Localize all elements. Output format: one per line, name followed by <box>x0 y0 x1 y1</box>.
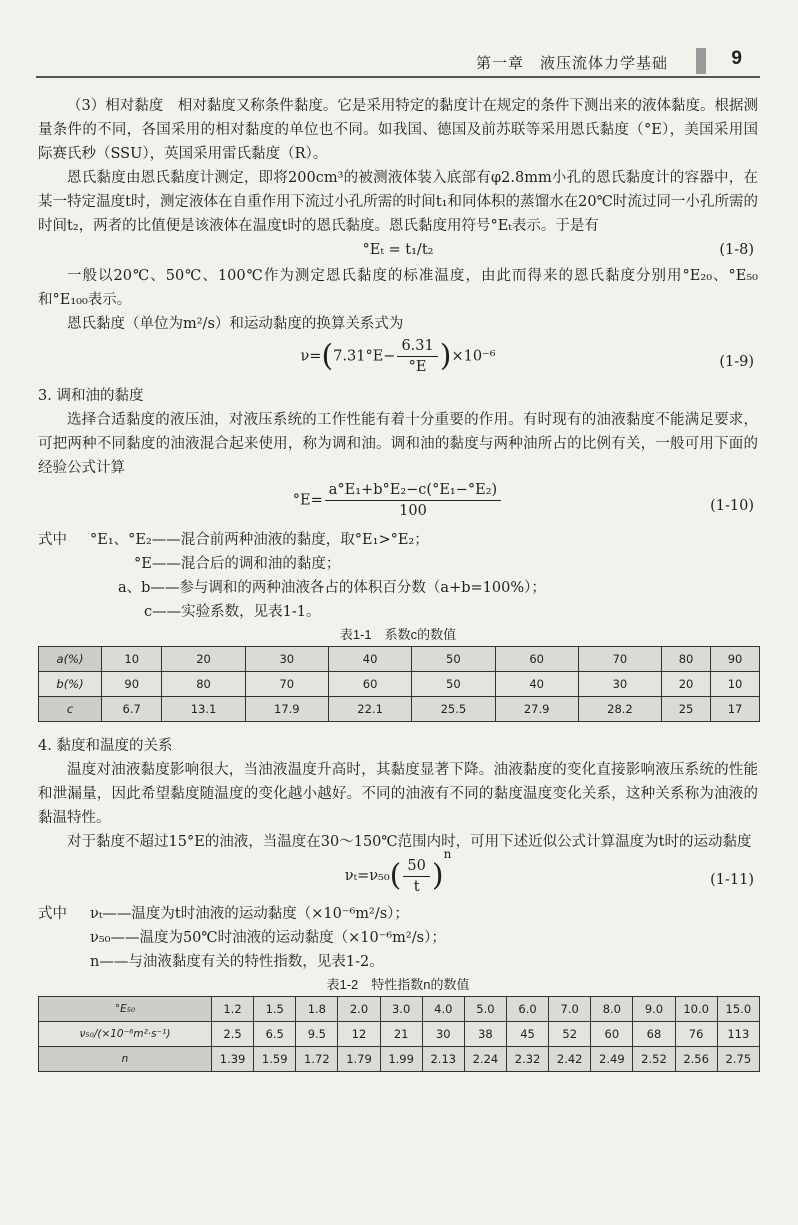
table-cell: 12 <box>338 1022 380 1047</box>
equation-1-10 <box>38 480 758 528</box>
table-cell: 2.5 <box>212 1022 254 1047</box>
table-cell: 6.5 <box>254 1022 296 1047</box>
table-cell: 60 <box>328 672 411 697</box>
table-cell: 3.0 <box>380 997 422 1022</box>
para-blend-oil: 选择合适黏度的液压油，对液压系统的工作性能有着十分重要的作用。有时现有的油液黏度不能满足要求，可把两种不同黏度的油液混合起来使用，称为调和油。调和油的黏度与两种油所占的比例有关，一般可用下面的经验公式计算 <box>38 412 758 476</box>
where-label-2: 式中 <box>38 906 67 922</box>
row-header: c <box>39 697 102 722</box>
table-cell: 76 <box>675 1022 717 1047</box>
row-header: a(%) <box>39 647 102 672</box>
where1-item: a、b——参与调和的两种油液各占的体积百分数（a+b=100%）； <box>118 580 546 596</box>
table-row <box>39 1022 760 1047</box>
eq-1-11-lhs: νₜ=ν₅₀ <box>344 868 390 884</box>
table-cell: 1.72 <box>296 1047 338 1072</box>
eq-1-10-fraction <box>325 480 501 521</box>
eq-1-8-number: (1-8) <box>719 242 754 258</box>
table-cell: 1.59 <box>254 1047 296 1072</box>
table-cell: 1.5 <box>254 997 296 1022</box>
table-cell: 40 <box>328 647 411 672</box>
eq-1-11-fraction <box>403 856 429 897</box>
table-cell: 20 <box>162 647 245 672</box>
para-relative-viscosity: （3）相对黏度 相对黏度又称条件黏度。它是采用特定的黏度计在规定的条件下测出来的液体黏度。根据测量条件的不同，各国采用的相对黏度的单位也不同。如我国、德国及前苏联等采用恩氏黏度（°E），美国采用国际赛氏秒（SSU），英国采用雷氏黏度（R）。 <box>38 98 758 162</box>
table-cell: 60 <box>591 1022 633 1047</box>
row-header: n <box>39 1047 212 1072</box>
eq-1-10-denominator: 100 <box>399 503 427 519</box>
table-cell: 90 <box>102 672 162 697</box>
table-cell: 60 <box>495 647 578 672</box>
eq-1-9-left: 7.31°E− <box>333 348 396 365</box>
eq-1-9-fraction <box>397 336 437 377</box>
table-cell: 70 <box>245 672 328 697</box>
eq-1-11-numerator: 50 <box>403 856 429 877</box>
table-cell: 2.24 <box>464 1047 506 1072</box>
table-cell: 70 <box>578 647 661 672</box>
table-cell: 21 <box>380 1022 422 1047</box>
table-cell: 80 <box>162 672 245 697</box>
table-cell: 10 <box>711 672 760 697</box>
table-cell: 25.5 <box>412 697 495 722</box>
para-viscosity-temp: 温度对油液黏度影响很大，当油液温度升高时，其黏度显著下降。油液黏度的变化直接影响液压系统的性能和泄漏量，因此希望黏度随温度的变化越小越好。不同的油液有不同的黏度温度变化关系，这种关系称为油液的黏温特性。 <box>38 762 758 826</box>
chapter-title: 第一章 液压流体力学基础 <box>475 54 668 72</box>
table-cell: 30 <box>245 647 328 672</box>
table-cell: 9.0 <box>633 997 675 1022</box>
table-cell: 2.56 <box>675 1047 717 1072</box>
table-index-n <box>38 996 760 1072</box>
table-cell: 1.79 <box>338 1047 380 1072</box>
table-cell: 2.52 <box>633 1047 675 1072</box>
table-cell: 113 <box>717 1022 759 1047</box>
table-row <box>39 997 760 1022</box>
where1-item: c——实验系数，见表1-1。 <box>144 604 321 620</box>
table-cell: 6.0 <box>506 997 548 1022</box>
table-cell: 2.13 <box>422 1047 464 1072</box>
para-conversion: 恩氏黏度（单位为m²/s）和运动黏度的换算关系式为 <box>67 316 404 332</box>
table1-caption: 表1-1 系数c的数值 <box>339 627 457 642</box>
where2-item: νₜ——温度为t时油液的运动黏度（×10⁻⁶m²/s）； <box>90 906 409 922</box>
table-cell: 1.2 <box>212 997 254 1022</box>
page-content <box>38 94 758 1072</box>
eq-1-9-right: ×10⁻⁶ <box>451 348 496 365</box>
table-cell: 1.39 <box>212 1047 254 1072</box>
table-row <box>39 1047 760 1072</box>
table-coefficient-c <box>38 646 760 722</box>
eq-1-11-number: (1-11) <box>710 872 754 888</box>
table-cell: 80 <box>662 647 711 672</box>
table-cell: 2.42 <box>549 1047 591 1072</box>
equation-1-8 <box>38 238 758 264</box>
para-approx-formula: 对于黏度不超过15°E的油液，当温度在30～150℃范围内时，可用下述近似公式计算温度为t时的运动黏度 <box>67 834 752 850</box>
para-standard-temps: 一般以20℃、50℃、100℃作为测定恩氏黏度的标准温度，由此而得来的恩氏黏度分别用°E₂₀、°E₅₀和°E₁₀₀表示。 <box>38 268 758 308</box>
table-cell: 10 <box>102 647 162 672</box>
where1-item: °E——混合后的调和油的黏度； <box>134 556 341 572</box>
eq-1-10-number: (1-10) <box>710 498 754 514</box>
page-number: 9 <box>731 48 742 69</box>
table-cell: 4.0 <box>422 997 464 1022</box>
eq-1-9-number: (1-9) <box>719 354 754 370</box>
where-block-1 <box>38 528 758 624</box>
table-cell: 28.2 <box>578 697 661 722</box>
row-header: ν₅₀/(×10⁻⁶m²·s⁻¹) <box>39 1022 212 1047</box>
table-cell: 30 <box>578 672 661 697</box>
table-cell: 10.0 <box>675 997 717 1022</box>
table-cell: 1.99 <box>380 1047 422 1072</box>
eq-1-9-denominator: °E <box>408 359 427 375</box>
table-cell: 15.0 <box>717 997 759 1022</box>
table-cell: 90 <box>711 647 760 672</box>
equation-1-11: νₜ=ν₅₀( $\frac{50}{t}$ )$^n$ (1-11) <box>344 847 754 895</box>
table-cell: 38 <box>464 1022 506 1047</box>
row-header: b(%) <box>39 672 102 697</box>
table-cell: 25 <box>662 697 711 722</box>
where1-item: °E₁、°E₂——混合前两种油液的黏度，取°E₁>°E₂； <box>90 532 429 548</box>
table-cell: 27.9 <box>495 697 578 722</box>
table-cell: 2.32 <box>506 1047 548 1072</box>
table-row <box>39 672 760 697</box>
table2-caption: 表1-2 特性指数n的数值 <box>326 977 470 992</box>
eq-1-9-lhs: ν= <box>300 348 322 365</box>
equation-1-9: ν=(7.31°E− $\frac{6.31}{^\circ E}$ )×10⁻⁶ (1-9) <box>300 338 754 375</box>
section-3-heading: 3. 调和油的黏度 <box>38 388 144 404</box>
table-cell: 2.75 <box>717 1047 759 1072</box>
table-cell: 13.1 <box>162 697 245 722</box>
para-engler: 恩氏黏度由恩氏黏度计测定，即将200cm³的被测液体装入底部有φ2.8mm小孔的恩氏黏度计的容器中，在某一特定温度t时，测定液体在自重作用下流过小孔所需的时间t₁和同体积的蒸馏水在20℃时流过同一小孔所需的时间t₂，两者的比值便是该液体在温度t时的恩氏黏度。恩氏黏度用符号°Eₜ表示。于是有 <box>38 170 758 234</box>
table-cell: 2.49 <box>591 1047 633 1072</box>
eq-1-8-expr: °Eₜ = t₁/t₂ <box>362 242 434 258</box>
table-cell: 17 <box>711 697 760 722</box>
table-cell: 52 <box>549 1022 591 1047</box>
table-cell: 40 <box>495 672 578 697</box>
table-cell: 20 <box>662 672 711 697</box>
where-block-2 <box>38 902 758 974</box>
table-cell: 9.5 <box>296 1022 338 1047</box>
where2-item: n——与油液黏度有关的特性指数，见表1-2。 <box>90 954 384 970</box>
table-cell: 7.0 <box>549 997 591 1022</box>
eq-1-10-lhs: °E= <box>292 492 323 509</box>
table-cell: 45 <box>506 1022 548 1047</box>
section-4-heading: 4. 黏度和温度的关系 <box>38 738 173 754</box>
eq-1-11-denominator: t <box>413 878 420 895</box>
table-cell: 1.8 <box>296 997 338 1022</box>
eq-1-10-numerator: a°E₁+b°E₂−c(°E₁−°E₂) <box>325 480 501 501</box>
header-bar <box>696 48 706 74</box>
row-header: °E₅₀ <box>39 997 212 1022</box>
table-cell: 8.0 <box>591 997 633 1022</box>
table-row <box>39 697 760 722</box>
table-cell: 22.1 <box>328 697 411 722</box>
eq-1-9-numerator: 6.31 <box>397 336 437 357</box>
table-cell: 6.7 <box>102 697 162 722</box>
table-row <box>39 647 760 672</box>
where2-item: ν₅₀——温度为50℃时油液的运动黏度（×10⁻⁶m²/s）； <box>90 930 446 946</box>
eq-1-11-exponent: n <box>443 847 452 861</box>
table-cell: 2.0 <box>338 997 380 1022</box>
page-header <box>36 48 760 78</box>
where-label-1: 式中 <box>38 532 67 548</box>
table-cell: 50 <box>412 672 495 697</box>
table-cell: 30 <box>422 1022 464 1047</box>
table-cell: 68 <box>633 1022 675 1047</box>
table-cell: 5.0 <box>464 997 506 1022</box>
table-cell: 50 <box>412 647 495 672</box>
table-cell: 17.9 <box>245 697 328 722</box>
